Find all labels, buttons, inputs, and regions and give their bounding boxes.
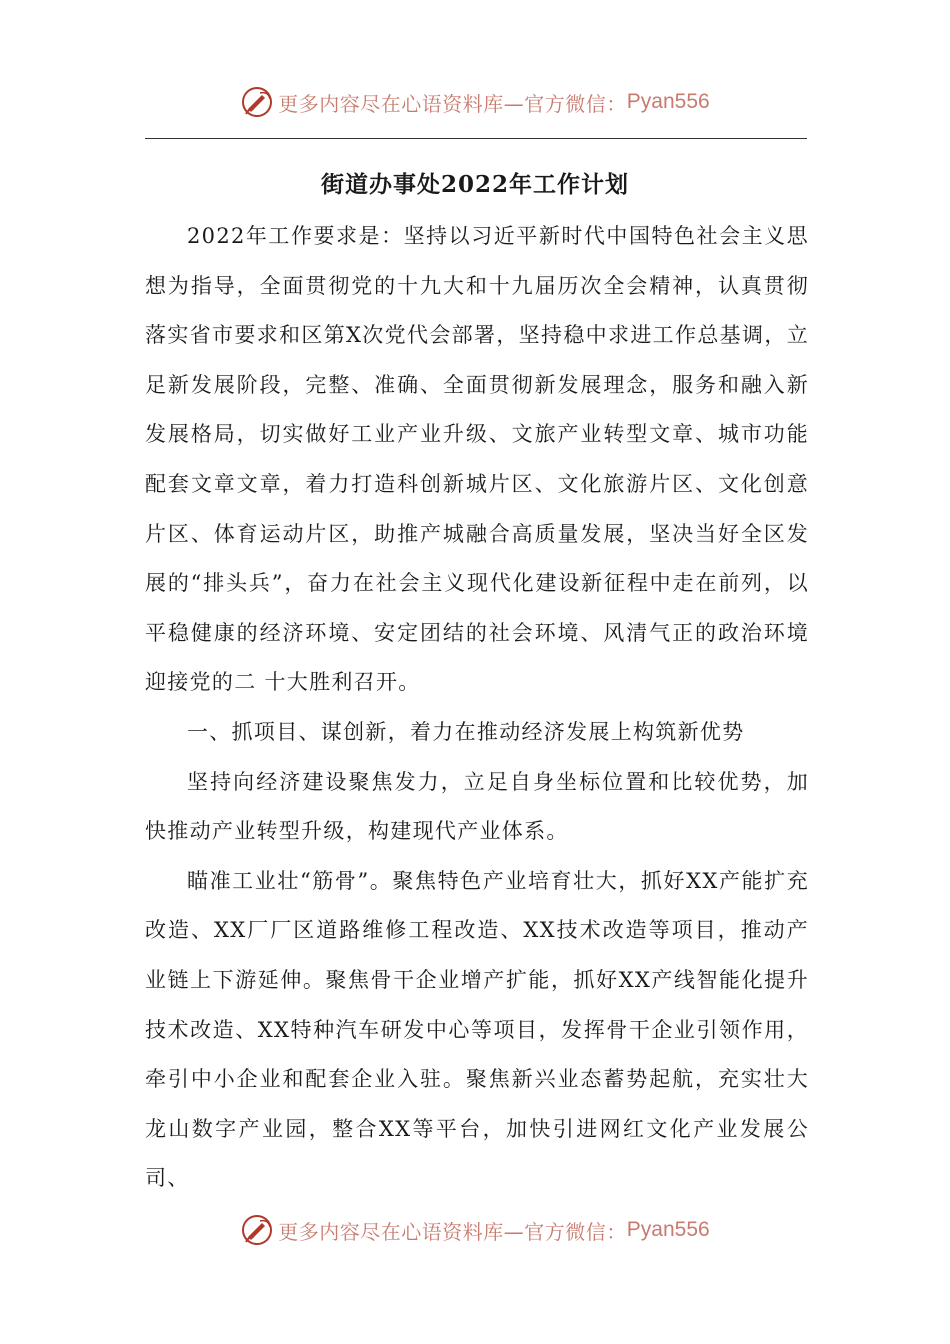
header-watermark-banner	[0, 82, 950, 122]
footer-banner-text: 更多内容尽在心语资料库—官方微信：	[278, 1219, 627, 1244]
header-banner-text: 更多内容尽在心语资料库—官方微信：	[278, 91, 627, 116]
document-title: 街道办事处2022年工作计划	[320, 171, 629, 198]
header-banner-id: Pyan556	[626, 90, 710, 113]
intro-paragraph: 2022年工作要求是：坚持以习近平新时代中国特色社会主义思想为指导，全面贯彻党的十九大和十九届历次全会精神，认真贯彻落实省市要求和区第X次党代会部署，坚持稳中求进工作总基调，立足新发展阶段，完整、准确、全面贯彻新发展理念，服务和融入新发展格局，切实做好工业产业升级、文旅产业转型文章、城市功能配套文章文章，着力打造科创新城片区、文化旅游片区、文化创意片区、体育运动片区，助推产城融合高质量发展，坚决当好全区发展的“排头兵”，奋力在社会主义现代化建设新征程中走在前列，以平稳健康的经济环境、安定团结的社会环境、风清气正的政治环境迎接党的二 十大胜利召开。	[145, 224, 809, 695]
section-paragraph: 坚持向经济建设聚焦发力，立足自身坐标位置和比较优势，加快推动产业转型升级，构建现代产业体系。	[145, 769, 809, 844]
footer-watermark-banner	[0, 1210, 950, 1250]
pen-logo-icon	[240, 85, 274, 119]
industry-paragraph: 瞄准工业壮“筋骨”。聚焦特色产业培育壮大，抓好XX产能扩充改造、XX厂厂区道路维修工程改造、XX技术改造等项目，推动产业链上下游延伸。聚焦骨干企业增产扩能，抓好XX产线智能化提升技术改造、XX特种汽车研发中心等项目，发挥骨干企业引领作用，牵引中小企业和配套企业入驻。聚焦新兴业态蓄势起航，充实壮大龙山数字产业园，整合XX等平台，加快引进网红文化产业发展公司、	[145, 868, 809, 1191]
pen-logo-icon	[240, 1213, 274, 1247]
footer-banner-id: Pyan556	[626, 1218, 710, 1241]
header-divider	[145, 138, 807, 139]
section-heading: 一、抓项目、谋创新，着力在推动经济发展上构筑新优势	[187, 719, 745, 744]
document-body	[145, 212, 809, 1204]
